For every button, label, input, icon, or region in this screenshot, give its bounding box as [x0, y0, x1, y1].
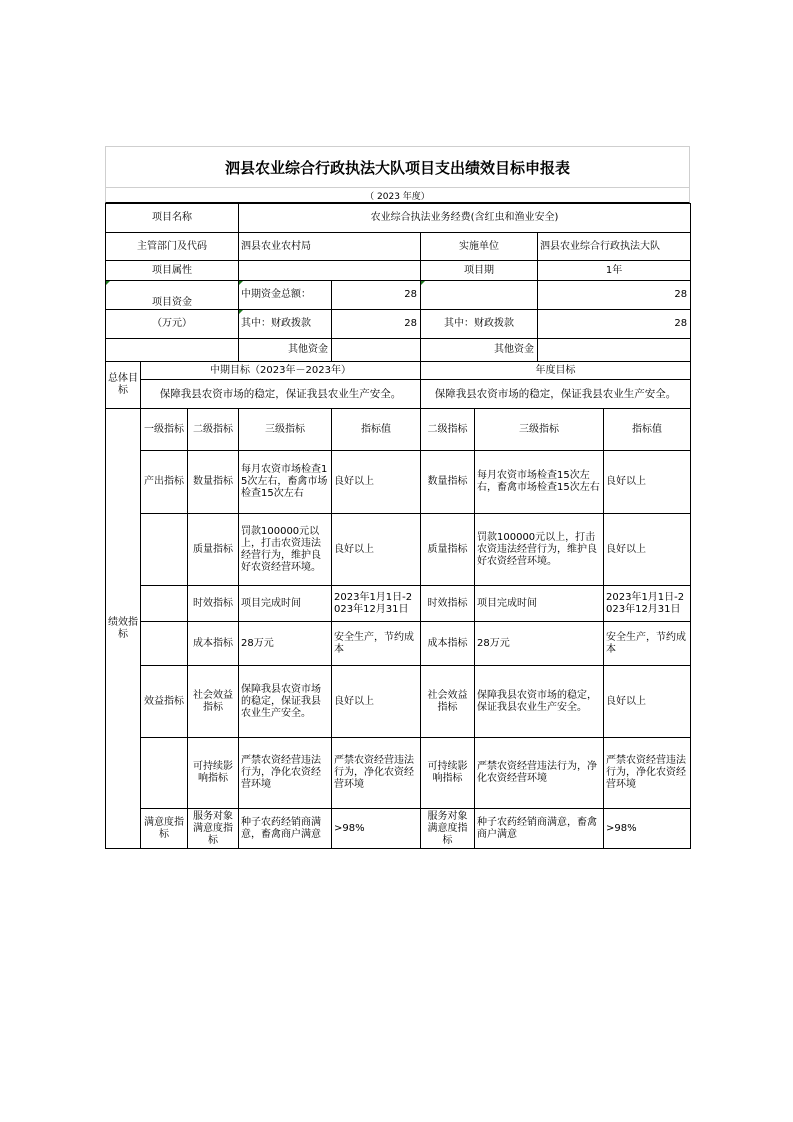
table-row: [106, 738, 691, 809]
table-row: [106, 666, 691, 738]
annual-fiscal-label: 其中：财政拨款: [421, 310, 538, 339]
header-level3-annual: 三级指标: [475, 409, 604, 451]
attr-value: [239, 261, 421, 281]
level2-annual-cell: 质量指标: [421, 514, 475, 586]
funds-label-2: （万元）: [106, 310, 239, 339]
table-row: [106, 514, 691, 586]
value-annual-cell: 2023年1月1日-2023年12月31日: [604, 586, 691, 622]
dept-label: 主管部门及代码: [106, 233, 239, 261]
level3-annual-cell: 罚款100000元以上，打击农资违法经营行为，维护良好农资经营环境。: [475, 514, 604, 586]
level2-annual-cell: 可持续影响指标: [421, 738, 475, 809]
project-name-label: 项目名称: [106, 204, 239, 233]
value-cell: 严禁农资经营违法行为，净化农资经营环境: [332, 738, 421, 809]
level3-cell: 保障我县农资市场的稳定，保证我县农业生产安全。: [239, 666, 332, 738]
impl-unit-value: 泗县农业综合行政执法大队: [538, 233, 691, 261]
row-other-funds: [106, 339, 691, 362]
row-project-name: [106, 204, 691, 233]
level3-cell: 28万元: [239, 622, 332, 666]
value-cell: 良好以上: [332, 514, 421, 586]
value-cell: 良好以上: [332, 451, 421, 514]
funds-label-1: 项目资金: [106, 281, 239, 310]
impl-unit-label: 实施单位: [421, 233, 538, 261]
value-annual-cell: 严禁农资经营违法行为，净化农资经营环境: [604, 738, 691, 809]
mid-goal-text: 保障我县农资市场的稳定，保证我县农业生产安全。: [141, 380, 421, 409]
level2-cell: 时效指标: [188, 586, 239, 622]
header-value-annual: 指标值: [604, 409, 691, 451]
overall-goal-label: 总体目标: [106, 362, 141, 409]
row-attr: [106, 261, 691, 281]
level1-cell: [141, 586, 188, 622]
level1-cell: 效益指标: [141, 666, 188, 738]
other-funds-value: [332, 339, 421, 362]
level3-cell: 种子农药经销商满意，畜禽商户满意: [239, 809, 332, 849]
value-annual-cell: 良好以上: [604, 666, 691, 738]
perf-indicator-label: 绩效指标: [106, 409, 141, 849]
level3-cell: 严禁农资经营违法行为，净化农资经营环境: [239, 738, 332, 809]
table-row: [106, 622, 691, 666]
level2-cell: 成本指标: [188, 622, 239, 666]
level3-annual-cell: 28万元: [475, 622, 604, 666]
header-level2: 二级指标: [188, 409, 239, 451]
level2-annual-cell: 时效指标: [421, 586, 475, 622]
value-cell: >98%: [332, 809, 421, 849]
row-indicator-headers: [106, 409, 691, 451]
level3-annual-cell: 保障我县农资市场的稳定，保证我县农业生产安全。: [475, 666, 604, 738]
row-goal-text: [106, 380, 691, 409]
level3-annual-cell: 项目完成时间: [475, 586, 604, 622]
row-dept: [106, 233, 691, 261]
table-row: [106, 586, 691, 622]
value-annual-cell: 安全生产，节约成本: [604, 622, 691, 666]
level2-annual-cell: 成本指标: [421, 622, 475, 666]
annual-total-label: [421, 281, 538, 310]
level3-annual-cell: 每月农资市场检查15次左右，畜禽市场检查15次左右: [475, 451, 604, 514]
annual-goal-header: 年度目标: [421, 362, 691, 380]
mid-fiscal-value: 28: [332, 310, 421, 339]
level2-cell: 社会效益指标: [188, 666, 239, 738]
table-row: [106, 809, 691, 849]
value-cell: 安全生产，节约成本: [332, 622, 421, 666]
level3-cell: 每月农资市场检查15次左右，畜禽市场检查15次左右: [239, 451, 332, 514]
period-value: 1年: [538, 261, 691, 281]
level3-annual-cell: 种子农药经销商满意，畜禽商户满意: [475, 809, 604, 849]
level3-cell: 罚款100000元以上，打击农资违法经营行为，维护良好农资经营环境。: [239, 514, 332, 586]
header-value: 指标值: [332, 409, 421, 451]
level2-cell: 服务对象满意度指标: [188, 809, 239, 849]
value-annual-cell: 良好以上: [604, 451, 691, 514]
row-funds-fiscal: [106, 310, 691, 339]
level3-annual-cell: 严禁农资经营违法行为，净化农资经营环境: [475, 738, 604, 809]
level2-cell: 可持续影响指标: [188, 738, 239, 809]
form-title: 泗县农业综合行政执法大队项目支出绩效目标申报表: [105, 146, 690, 187]
other-funds-label-annual: 其他资金: [421, 339, 538, 362]
header-level1: 一级指标: [141, 409, 188, 451]
level2-annual-cell: 社会效益指标: [421, 666, 475, 738]
mid-total-value: 28: [332, 281, 421, 310]
other-funds-label: 其他资金: [239, 339, 332, 362]
annual-goal-text: 保障我县农资市场的稳定，保证我县农业生产安全。: [421, 380, 691, 409]
level1-cell: 产出指标: [141, 451, 188, 514]
value-cell: 良好以上: [332, 666, 421, 738]
annual-fiscal-value: 28: [538, 310, 691, 339]
header-level3: 三级指标: [239, 409, 332, 451]
level1-cell: [141, 622, 188, 666]
mid-total-label: 中期资金总额：: [239, 281, 332, 310]
period-label: 项目期: [421, 261, 538, 281]
year-line: （ 2023 年度）: [105, 187, 690, 203]
level2-annual-cell: 数量指标: [421, 451, 475, 514]
level1-cell: [141, 738, 188, 809]
project-name-value: 农业综合执法业务经费(含红虫和渔业安全): [239, 204, 691, 233]
level2-annual-cell: 服务对象满意度指标: [421, 809, 475, 849]
level1-cell: 满意度指标: [141, 809, 188, 849]
level3-cell: 项目完成时间: [239, 586, 332, 622]
value-cell: 2023年1月1日-2023年12月31日: [332, 586, 421, 622]
dept-value: 泗县农业农村局: [239, 233, 421, 261]
level1-cell: [141, 514, 188, 586]
other-funds-blank: [106, 339, 239, 362]
table-row: [106, 451, 691, 514]
level2-cell: 质量指标: [188, 514, 239, 586]
value-annual-cell: >98%: [604, 809, 691, 849]
mid-goal-header: 中期目标（2023年－2023年）: [141, 362, 421, 380]
other-funds-value-annual: [538, 339, 691, 362]
annual-total-value: 28: [538, 281, 691, 310]
budget-table: [105, 203, 691, 849]
level2-cell: 数量指标: [188, 451, 239, 514]
header-level2-annual: 二级指标: [421, 409, 475, 451]
form-sheet: [105, 146, 690, 849]
row-goal-headers: [106, 362, 691, 380]
row-funds-total: [106, 281, 691, 310]
value-annual-cell: 良好以上: [604, 514, 691, 586]
attr-label: 项目属性: [106, 261, 239, 281]
mid-fiscal-label: 其中：财政拨款: [239, 310, 332, 339]
